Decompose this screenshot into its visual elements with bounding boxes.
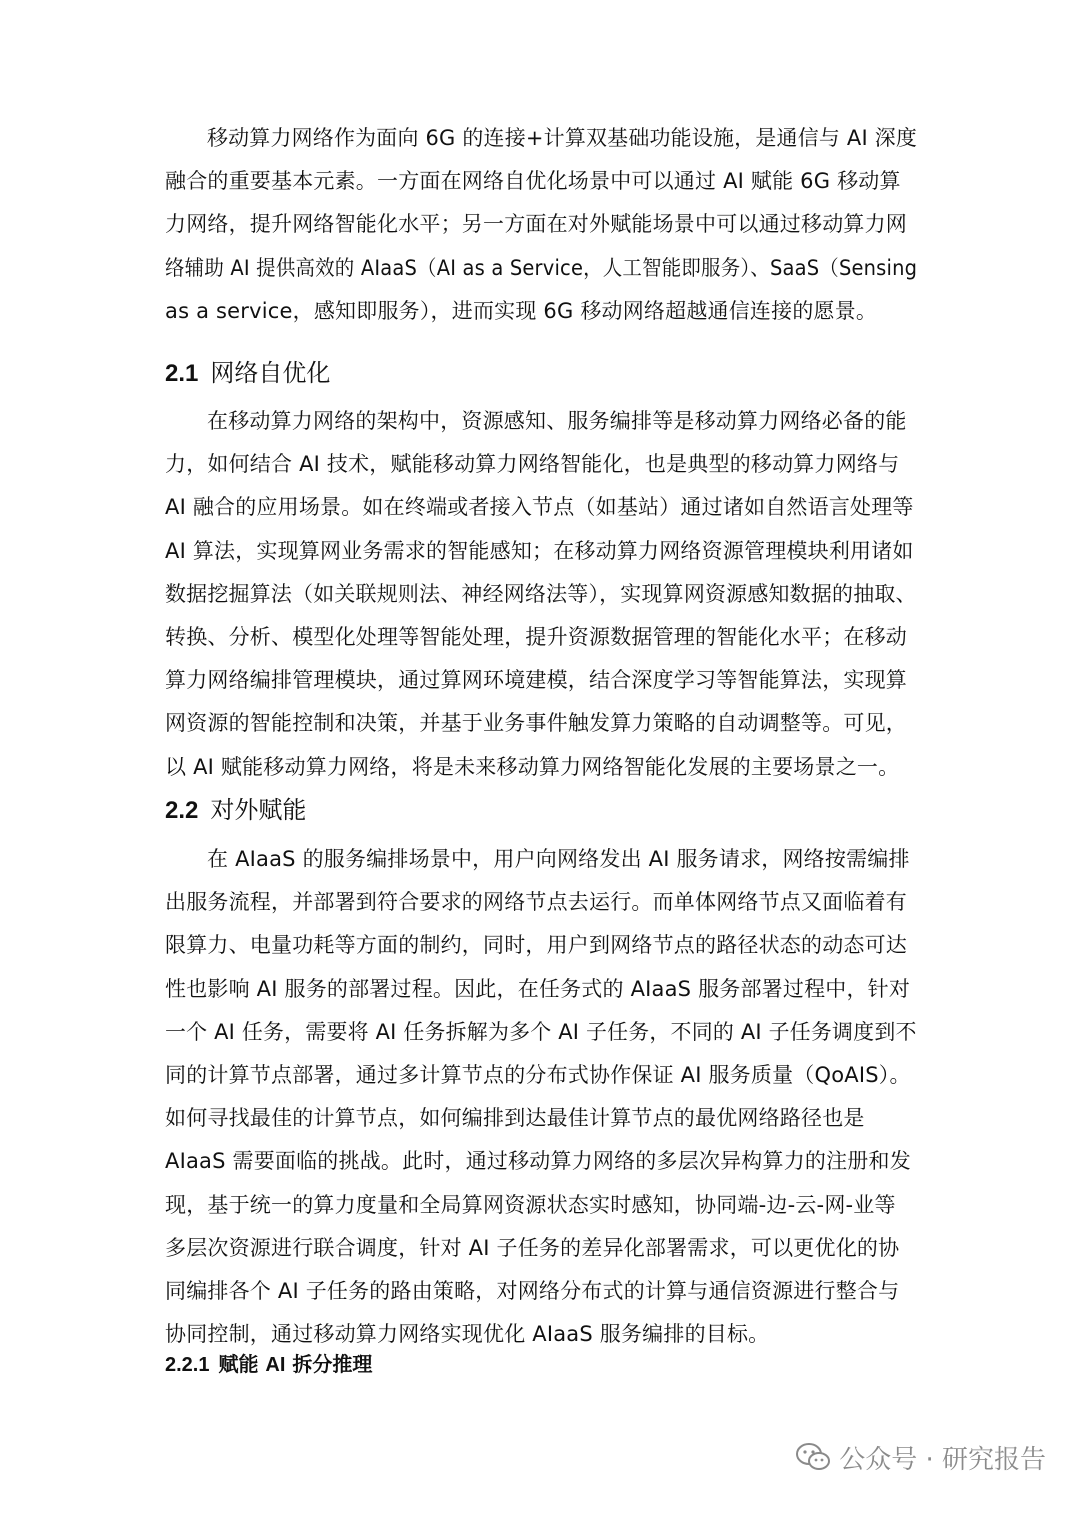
paragraph-line: 一个 AI 任务，需要将 AI 任务拆解为多个 AI 子任务，不同的 AI 子任务调度到不 [165, 1019, 917, 1044]
paragraph-line: 以 AI 赋能移动算力网络，将是未来移动算力网络智能化发展的主要场景之一。 [165, 754, 900, 779]
paragraph-line: AI 算法，实现算网业务需求的智能感知；在移动算力网络资源管理模块利用诸如 [165, 538, 914, 563]
intro-paragraph [165, 117, 917, 333]
paragraph-line: AIaaS 需要面临的挑战。此时，通过移动算力网络的多层次异构算力的注册和发 [165, 1149, 911, 1174]
section-title: 对外赋能 [210, 796, 307, 824]
paragraph-line: 协同控制，通过移动算力网络实现优化 AIaaS 服务编排的目标。 [165, 1322, 770, 1347]
wechat-icon [795, 1442, 831, 1472]
section-2-2-paragraph [165, 838, 917, 1356]
paragraph-line: 同编排各个 AI 子任务的路由策略，对网络分布式的计算与通信资源进行整合与 [165, 1278, 900, 1303]
paragraph-line: 在移动算力网络的架构中，资源感知、服务编排等是移动算力网络必备的能 [207, 409, 907, 433]
section-2-2-1-heading [165, 1349, 372, 1380]
paragraph-line: 同的计算节点部署，通过多计算节点的分布式协作保证 AI 服务质量（QoAIS）。 [165, 1062, 911, 1087]
paragraph-line: 移动算力网络作为面向 6G 的连接+计算双基础功能设施，是通信与 AI 深度 [206, 126, 918, 150]
subsection-title-post: 拆分推理 [292, 1352, 373, 1376]
subsection-title-ai: AI [265, 1354, 286, 1376]
paragraph-line: 数据挖掘算法（如关联规则法、神经网络法等），实现算网资源感知数据的抽取、 [165, 581, 917, 606]
section-2-1-heading [165, 355, 330, 392]
paragraph-line: 多层次资源进行联合调度，针对 AI 子任务的差异化部署需求，可以更优化的协 [165, 1235, 900, 1260]
subsection-number: 2.2.1 [165, 1354, 210, 1376]
section-2-1-paragraph [165, 400, 917, 789]
paragraph-line: 限算力、电量功耗等方面的制约，同时，用户到网络节点的路径状态的动态可达 [165, 933, 907, 958]
paragraph-line: 网资源的智能控制和决策，并基于业务事件触发算力策略的自动调整等。可见， [165, 711, 907, 736]
subsection-title-pre: 赋能 [218, 1352, 259, 1376]
watermark [795, 1437, 1046, 1477]
section-title: 网络自优化 [210, 359, 331, 387]
paragraph-line: 算力网络编排管理模块，通过算网环境建模，结合深度学习等智能算法，实现算 [165, 668, 907, 693]
paragraph-line: 转换、分析、模型化处理等智能处理，提升资源数据管理的智能化水平；在移动 [165, 624, 907, 649]
paragraph-line: 现，基于统一的算力度量和全局算网资源状态实时感知，协同端-边-云-网-业等 [165, 1192, 896, 1217]
paragraph-line: 在 AIaaS 的服务编排场景中，用户向网络发出 AI 服务请求，网络按需编排 [207, 847, 910, 871]
paragraph-line: AI 融合的应用场景。如在终端或者接入节点（如基站）通过诸如自然语言处理等 [165, 495, 914, 520]
paragraph-line: 如何寻找最佳的计算节点，如何编排到达最佳计算节点的最优网络路径也是 [165, 1106, 865, 1131]
paragraph-line: 力，如何结合 AI 技术，赋能移动算力网络智能化，也是典型的移动算力网络与 [165, 452, 900, 477]
section-number: 2.2 [165, 797, 199, 824]
paragraph-line: 力网络，提升网络智能化水平；另一方面在对外赋能场景中可以通过移动算力网 [165, 212, 907, 237]
watermark-text: 公众号 · 研究报告 [839, 1444, 1046, 1475]
section-number: 2.1 [165, 360, 199, 387]
section-2-2-heading [165, 792, 306, 829]
paragraph-line: 络辅助 AI 提供高效的 AIaaS（AI as a Service，人工智能即服务）、SaaS（Sensing [165, 255, 918, 280]
paragraph-line: 出服务流程，并部署到符合要求的网络节点去运行。而单体网络节点又面临着有 [165, 890, 907, 915]
paragraph-line: as a service，感知即服务），进而实现 6G 移动网络超越通信连接的愿景。 [165, 298, 878, 323]
paragraph-line: 融合的重要基本元素。一方面在网络自优化场景中可以通过 AI 赋能 6G 移动算 [165, 169, 901, 194]
paragraph-line: 性也影响 AI 服务的部署过程。因此，在任务式的 AIaaS 服务部署过程中，针对 [165, 976, 911, 1001]
